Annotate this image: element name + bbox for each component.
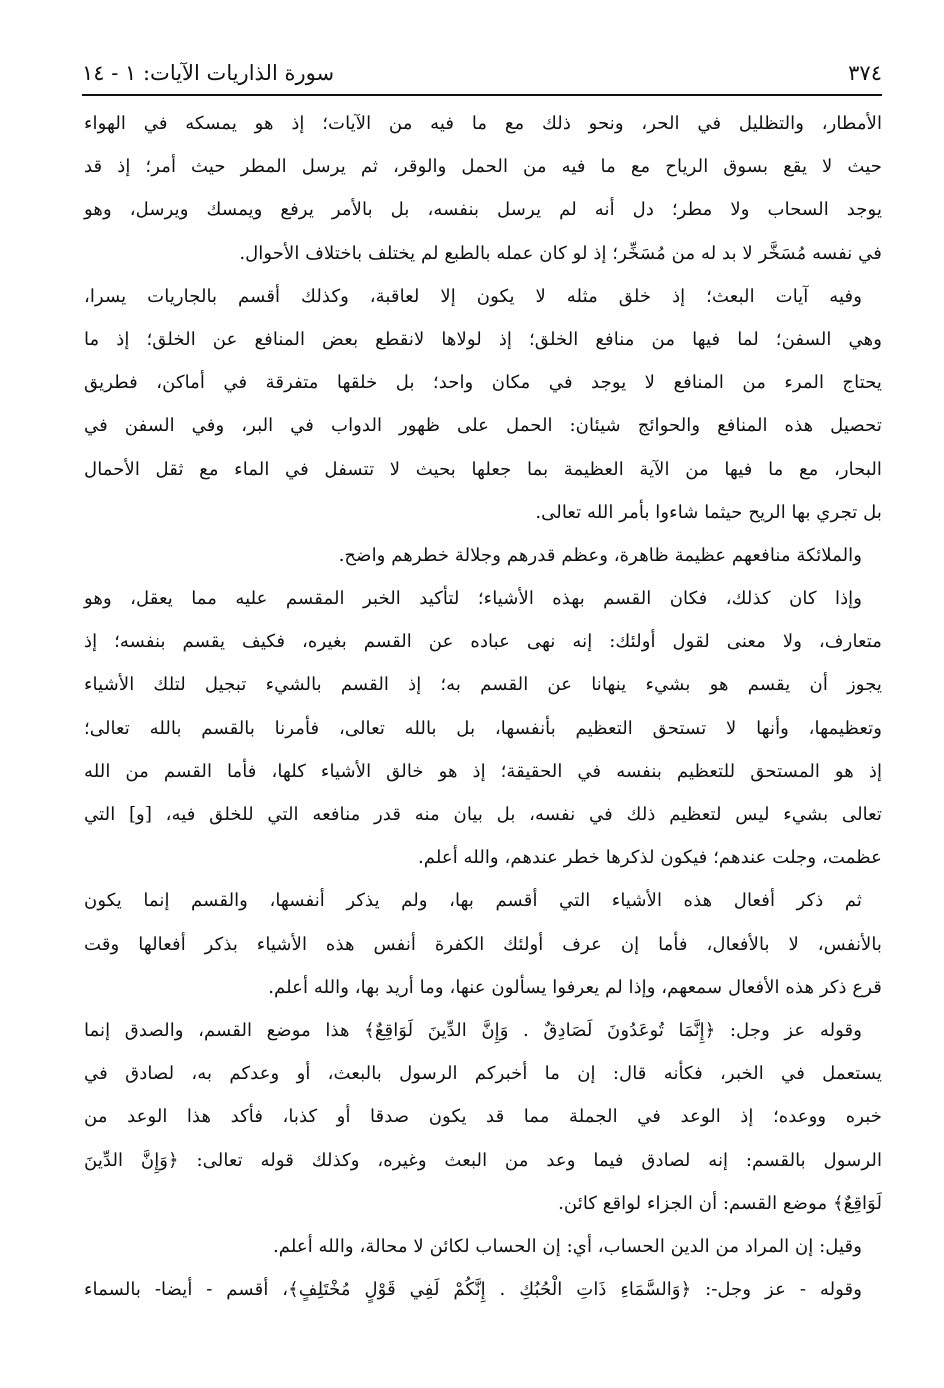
text-line: وهي السفن؛ لما فيها من منافع الخلق؛ إذ لولاها لانقطع بعض المنافع عن الخلق؛ إذ ما <box>84 328 882 350</box>
text-line: قرع ذكر هذه الأفعال سمعهم، وإذا لم يعرفوا يسألون عنها، وما أريد بها، والله أعلم. <box>268 976 882 998</box>
text-line: ثم ذكر أفعال هذه الأشياء التي أقسم بها، ولم يذكر أنفسها، والقسم إنما يكون <box>84 890 862 912</box>
page-body <box>84 102 882 1311</box>
text-line: الأمطار، والتظليل في الحر، ونحو ذلك مع ما فيه من الآيات؛ إذ هو يمسكه في الهواء <box>84 113 882 134</box>
text-line: يجوز أن يقسم هو بشيء ينهانا عن القسم به؛ إذ القسم بالشيء تبجيل لتلك الأشياء <box>84 674 882 696</box>
text-line: الرسول بالقسم: إنه لصادق فيما وعد من البعث وغيره، وكذلك قوله تعالى: ﴿وَإِنَّ الدِّينَ <box>84 1149 882 1171</box>
text-line: عظمت، وجلت عندهم؛ فيكون لذكرها خطر عندهم، والله أعلم. <box>417 847 882 869</box>
text-line: في نفسه مُسَخَّر لا بد له من مُسَخِّر؛ إذ لو كان عمله بالطبع لم يختلف باختلاف الأحوال. <box>239 242 882 264</box>
text-line: خبره ووعده؛ إذ الوعد في الجملة مما قد يكون صدقا أو كذبا، فأكد هذا الوعد من <box>84 1106 882 1128</box>
text-line: وقيل: إن المراد من الدين الحساب، أي: إن الحساب لكائن لا محالة، والله أعلم. <box>272 1235 862 1257</box>
text-line: بل تجري بها الريح حيثما شاءوا بأمر الله تعالى. <box>535 501 882 523</box>
header-rule <box>82 94 882 96</box>
text-line: وإذا كان كذلك، فكان القسم بهذه الأشياء؛ لتأكيد الخبر المقسم عليه مما يعقل، وهو <box>84 588 862 610</box>
text-line: والملائكة منافعهم عظيمة ظاهرة، وعظم قدرهم وجلالة خطرهم واضح. <box>338 544 862 566</box>
text-line: تحصيل هذه المنافع والحوائج شيئان: الحمل على ظهور الدواب في البر، وفي السفن في <box>84 415 882 437</box>
text-line: إذ هو المستحق للتعظيم بنفسه في الحقيقة؛ إذ هو خالق الأشياء كلها، فأما القسم من الله <box>84 760 882 782</box>
text-line: وفيه آيات البعث؛ إذ خلق مثله لا يكون إلا لعاقبة، وكذلك أقسم بالجاريات يسرا، <box>84 285 862 307</box>
running-title: سورة الذاريات الآيات: ١ - ١٤ <box>82 61 335 85</box>
text-line: بالأنفس، لا بالأفعال، فأما إن عرف أولئك الكفرة أنفس هذه الأشياء بذكر أفعالها وقت <box>84 933 882 955</box>
text-line: تعالى بشيء ليس لتعظيم ذلك في نفسه، بل بيان منه قدر منافعه التي للخلق فيه، [و] التي <box>84 804 882 825</box>
text-line: وتعظيمها، وأنها لا تستحق التعظيم بأنفسها، بل بالله تعالى، فأمرنا بالقسم بالله تعالى؛ <box>84 717 882 739</box>
text-line: وقوله عز وجل: ﴿إِنَّمَا تُوعَدُونَ لَصَادِقٌ . وَإِنَّ الدِّينَ لَوَاقِعٌ﴾ هذا موضع القسم، والصدق إنما <box>84 1019 862 1041</box>
text-line: حيث لا يقع بسوق الرياح مع ما فيه من الحمل والوقر، ثم يرسل المطر حيث أمر؛ إذ قد <box>84 156 882 178</box>
text-line: وقوله - عز وجل-: ﴿وَالسَّمَاءِ ذَاتِ الْحُبُكِ . إِنَّكُمْ لَفِي قَوْلٍ مُخْتَلِفٍ﴾، أقسم - أيضا- بالسماء <box>84 1279 862 1301</box>
text-line: متعارف، ولا معنى لقول أولئك: إنه نهى عباده عن القسم بغيره، فكيف يقسم بنفسه؛ إذ <box>84 631 882 653</box>
text-line: لَوَاقِعٌ﴾ موضع القسم: أن الجزاء لواقع كائن. <box>558 1192 882 1214</box>
page-number: ٣٧٤ <box>848 61 882 85</box>
text-line: يوجد السحاب ولا مطر؛ دل أنه لم يرسل بنفسه، بل بالأمر يرفع ويمسك ويرسل، وهو <box>84 199 882 221</box>
page-header <box>82 56 882 90</box>
text-line: البحار، مع ما فيها من الآية العظيمة بما جعلها بحيث لا تتسفل في الماء مع ثقل الأحمال <box>84 458 882 480</box>
text-line: يحتاج المرء من المنافع لا يوجد في مكان واحد؛ بل خلقها متفرقة في أماكن، فطريق <box>84 372 882 394</box>
text-line: يستعمل في الخبر، فكأنه قال: إن ما أخبركم الرسول بالبعث، أو وعدكم به، لصادق في <box>84 1063 882 1085</box>
